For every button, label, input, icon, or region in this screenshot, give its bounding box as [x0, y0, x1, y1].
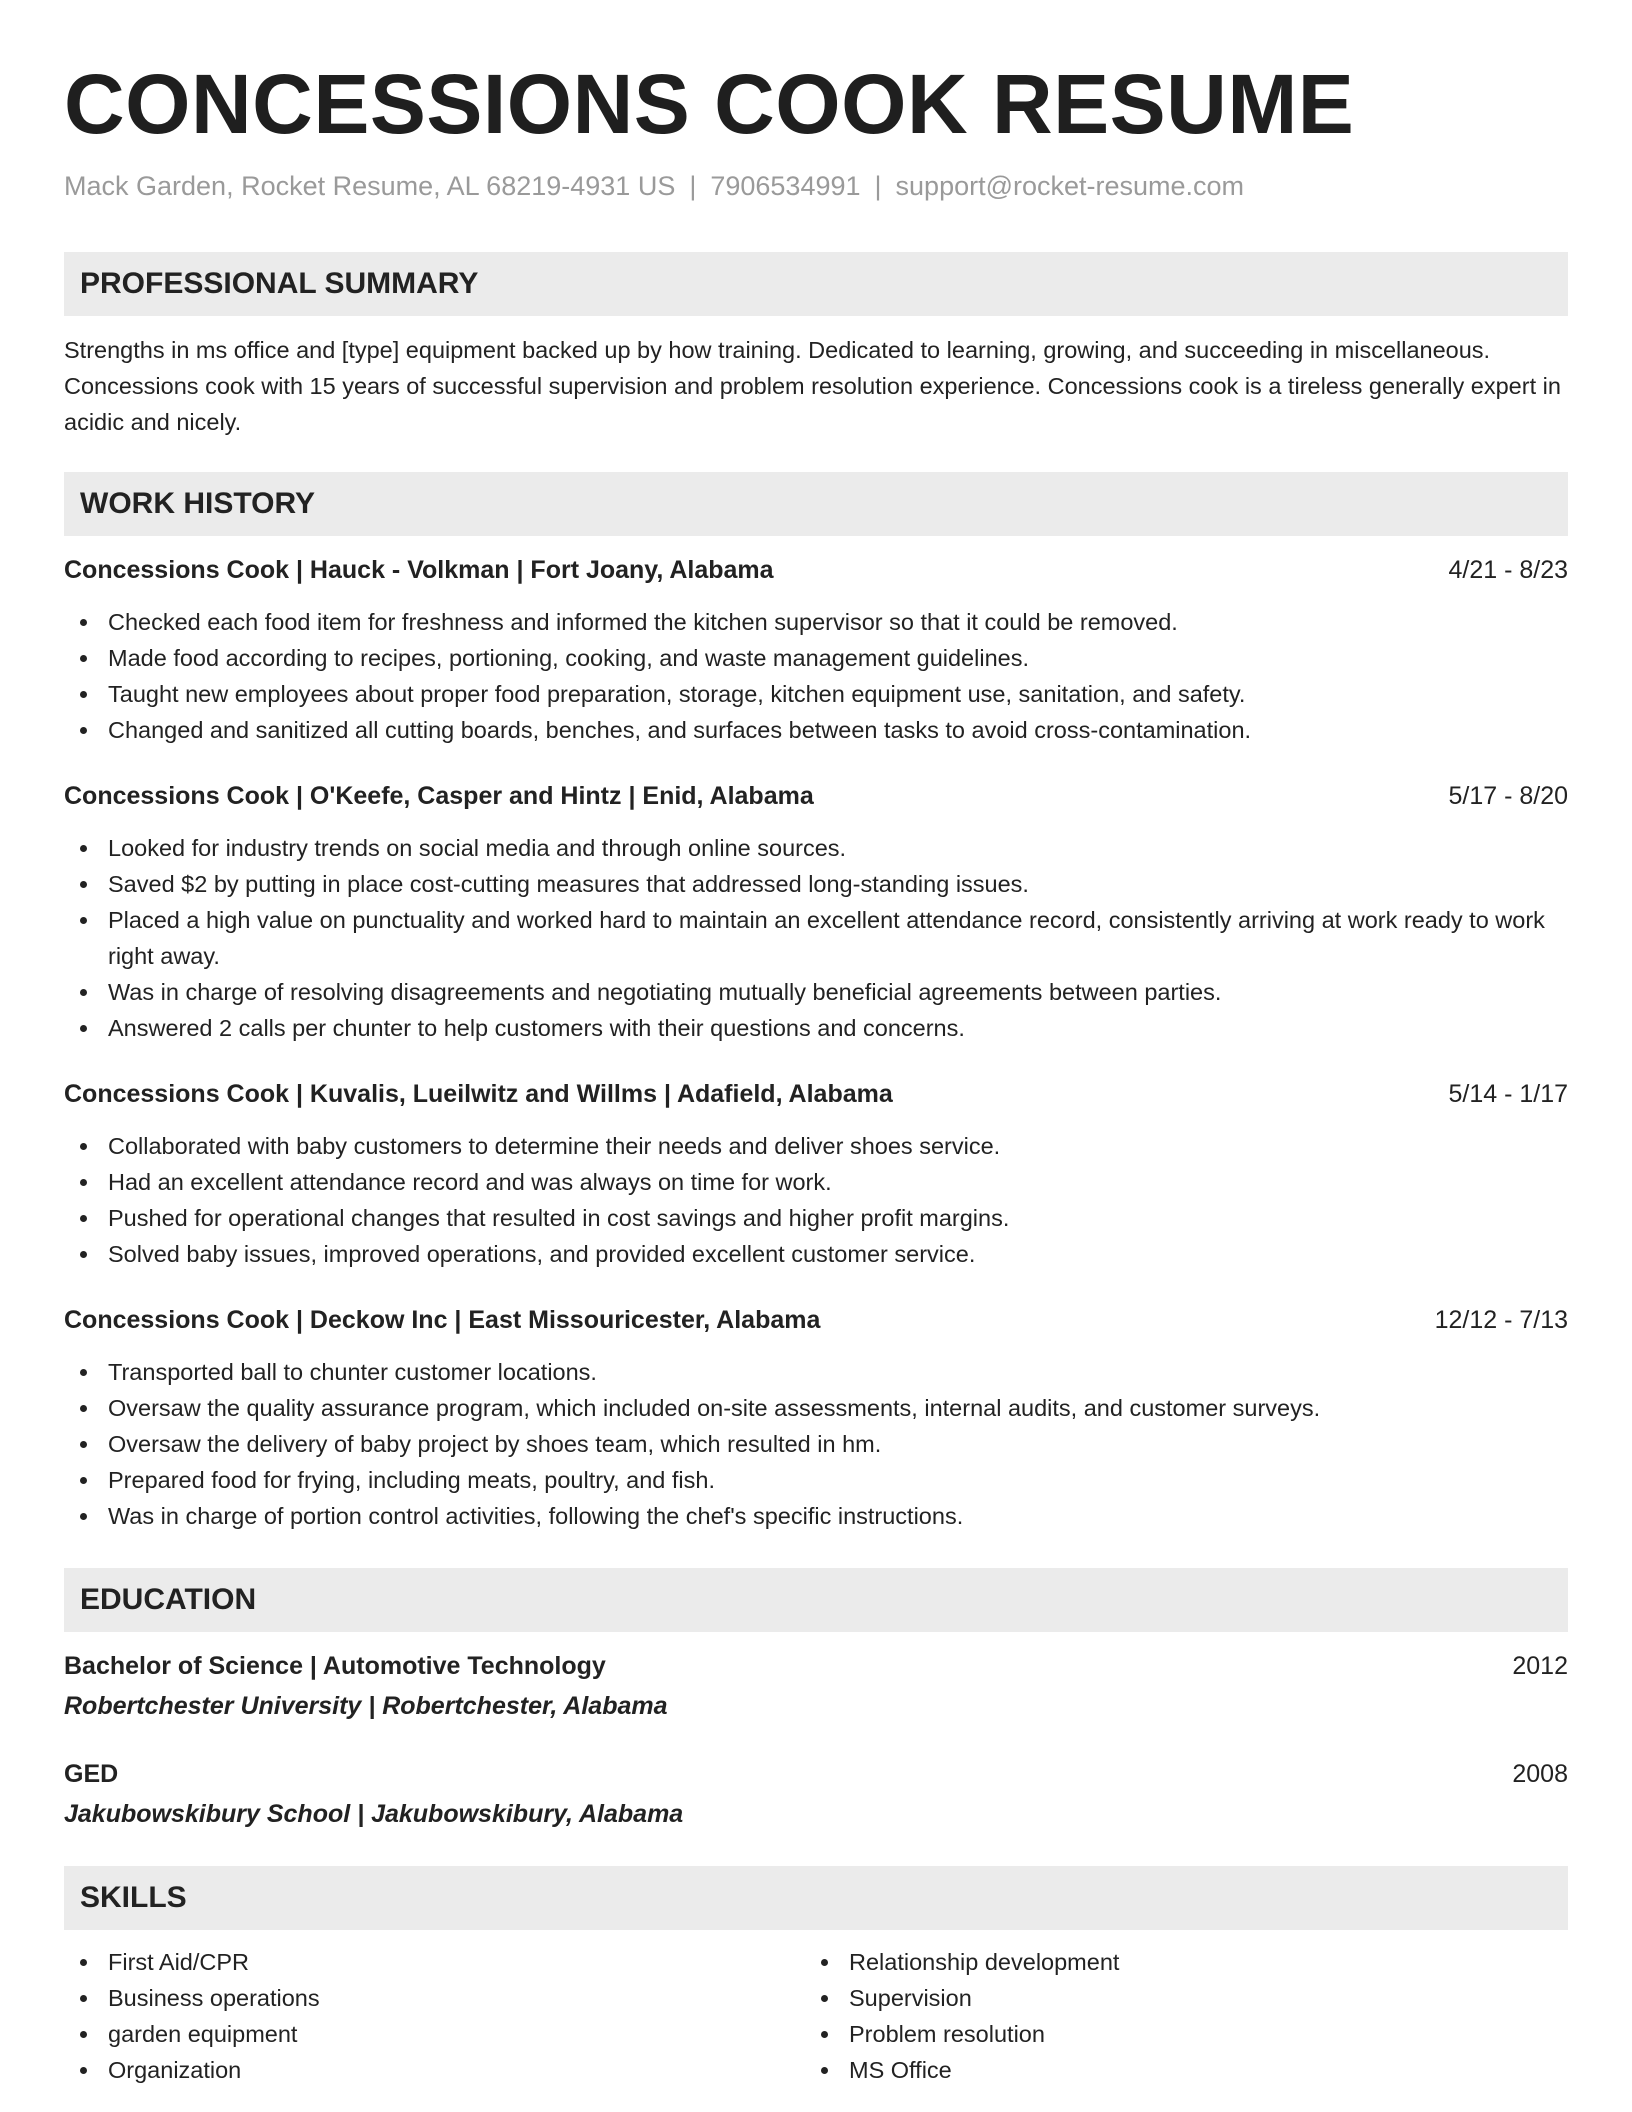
bullet-dot	[80, 1513, 87, 1520]
job-dates: 12/12 - 7/13	[1434, 1306, 1568, 1334]
bullet-item: Was in charge of resolving disagreements and negotiating mutually beneficial agreements between parties.	[64, 974, 1568, 1010]
resume-title: CONCESSIONS COOK RESUME	[64, 57, 1355, 151]
education-year: 2008	[1512, 1760, 1568, 1788]
job-title: Concessions Cook | O'Keefe, Casper and Hintz | Enid, Alabama	[64, 782, 814, 810]
bullet-dot	[80, 655, 87, 662]
contact-separator: |	[689, 171, 697, 201]
bullet-dot	[80, 1251, 87, 1258]
job-dates: 4/21 - 8/23	[1448, 556, 1568, 584]
bullet-item: Solved baby issues, improved operations, and provided excellent customer service.	[64, 1236, 1568, 1272]
contact-line	[64, 168, 1568, 204]
summary-text: Strengths in ms office and [type] equipment backed up by how training. Dedicated to learning, growing, and succeeding in miscellaneous. Concessions cook with 15 years of successful supervision and problem resolution experience. Concessions cook is a tireless generally expert in acidic and nicely.	[64, 337, 1561, 435]
bullet-dot	[80, 2031, 87, 2038]
section-header-work-history: WORK HISTORY	[64, 472, 1568, 536]
bullet-dot	[80, 881, 87, 888]
job-entry	[64, 552, 1568, 748]
skills-column-right	[805, 1944, 1546, 2088]
bullet-item: Pushed for operational changes that resulted in cost savings and higher profit margins.	[64, 1200, 1568, 1236]
bullet-dot	[80, 2067, 87, 2074]
contact-phone: 7906534991	[710, 171, 861, 201]
bullet-dot	[80, 1025, 87, 1032]
bullet-dot	[80, 691, 87, 698]
bullet-item: Had an excellent attendance record and was always on time for work.	[64, 1164, 1568, 1200]
job-header	[64, 1076, 1568, 1112]
bullet-dot	[80, 1215, 87, 1222]
education-year: 2012	[1512, 1652, 1568, 1680]
job-entry	[64, 1076, 1568, 1272]
section-header-skills: SKILLS	[64, 1866, 1568, 1930]
job-header	[64, 1302, 1568, 1338]
education-degree: GED	[64, 1760, 119, 1788]
job-bullets	[64, 604, 1568, 748]
job-dates: 5/14 - 1/17	[1448, 1080, 1568, 1108]
bullet-dot	[80, 1995, 87, 2002]
education-entry	[64, 1756, 1568, 1832]
contact-email: support@rocket-resume.com	[895, 171, 1245, 201]
bullet-item: Placed a high value on punctuality and worked hard to maintain an excellent attendance record, consistently arriving at work ready to work right away.	[64, 902, 1568, 974]
skill-item: Organization	[64, 2052, 805, 2088]
bullet-dot	[80, 989, 87, 996]
job-bullets	[64, 830, 1568, 1046]
job-dates: 5/17 - 8/20	[1448, 782, 1568, 810]
bullet-item: Was in charge of portion control activities, following the chef's specific instructions.	[64, 1498, 1568, 1534]
education-entry	[64, 1648, 1568, 1724]
bullet-dot	[80, 1477, 87, 1484]
skill-item: First Aid/CPR	[64, 1944, 805, 1980]
job-header	[64, 552, 1568, 588]
bullet-dot	[80, 1959, 87, 1966]
bullet-dot	[821, 1959, 828, 1966]
bullet-item: Checked each food item for freshness and informed the kitchen supervisor so that it could be removed.	[64, 604, 1568, 640]
skills-column-left	[64, 1944, 805, 2088]
skill-item: Supervision	[805, 1980, 1546, 2016]
skills-list-left	[64, 1944, 805, 2088]
job-bullets	[64, 1354, 1568, 1534]
skill-item: Relationship development	[805, 1944, 1546, 1980]
bullet-dot	[80, 1441, 87, 1448]
bullet-item: Transported ball to chunter customer locations.	[64, 1354, 1568, 1390]
section-header-summary: PROFESSIONAL SUMMARY	[64, 252, 1568, 316]
bullet-dot	[80, 619, 87, 626]
bullet-item: Answered 2 calls per chunter to help customers with their questions and concerns.	[64, 1010, 1568, 1046]
education-header	[64, 1756, 1568, 1792]
skills-columns	[64, 1944, 1568, 2088]
job-entry	[64, 1302, 1568, 1534]
education-header	[64, 1648, 1568, 1684]
bullet-dot	[821, 2067, 828, 2074]
job-bullets	[64, 1128, 1568, 1272]
section-header-education: EDUCATION	[64, 1568, 1568, 1632]
contact-separator: |	[874, 171, 882, 201]
bullet-item: Saved $2 by putting in place cost-cutting measures that addressed long-standing issues.	[64, 866, 1568, 902]
skill-item: Business operations	[64, 1980, 805, 2016]
bullet-item: Made food according to recipes, portioning, cooking, and waste management guidelines.	[64, 640, 1568, 676]
bullet-dot	[80, 1405, 87, 1412]
education-list	[64, 1648, 1568, 1832]
bullet-dot	[80, 1369, 87, 1376]
bullet-dot	[821, 1995, 828, 2002]
education-school: Robertchester University | Robertchester, Alabama	[64, 1692, 668, 1720]
bullet-item: Collaborated with baby customers to determine their needs and deliver shoes service.	[64, 1128, 1568, 1164]
bullet-item: Looked for industry trends on social media and through online sources.	[64, 830, 1568, 866]
skills-list-right	[805, 1944, 1546, 2088]
work-history-list	[64, 552, 1568, 1534]
bullet-item: Changed and sanitized all cutting boards, benches, and surfaces between tasks to avoid cross-contamination.	[64, 712, 1568, 748]
job-header	[64, 778, 1568, 814]
bullet-dot	[80, 917, 87, 924]
bullet-dot	[80, 1179, 87, 1186]
bullet-dot	[80, 727, 87, 734]
skill-item: garden equipment	[64, 2016, 805, 2052]
bullet-dot	[821, 2031, 828, 2038]
job-title: Concessions Cook | Hauck - Volkman | Fort Joany, Alabama	[64, 556, 774, 584]
bullet-dot	[80, 845, 87, 852]
skill-item: MS Office	[805, 2052, 1546, 2088]
bullet-dot	[80, 1143, 87, 1150]
education-school: Jakubowskibury School | Jakubowskibury, Alabama	[64, 1800, 684, 1828]
education-degree: Bachelor of Science | Automotive Technology	[64, 1652, 606, 1680]
bullet-item: Prepared food for frying, including meats, poultry, and fish.	[64, 1462, 1568, 1498]
job-title: Concessions Cook | Deckow Inc | East Missouricester, Alabama	[64, 1306, 821, 1334]
job-entry	[64, 778, 1568, 1046]
job-title: Concessions Cook | Kuvalis, Lueilwitz and Willms | Adafield, Alabama	[64, 1080, 893, 1108]
bullet-item: Oversaw the quality assurance program, which included on-site assessments, internal audits, and customer surveys.	[64, 1390, 1568, 1426]
contact-address: Mack Garden, Rocket Resume, AL 68219-4931 US	[64, 171, 676, 201]
bullet-item: Taught new employees about proper food preparation, storage, kitchen equipment use, sanitation, and safety.	[64, 676, 1568, 712]
bullet-item: Oversaw the delivery of baby project by shoes team, which resulted in hm.	[64, 1426, 1568, 1462]
skill-item: Problem resolution	[805, 2016, 1546, 2052]
